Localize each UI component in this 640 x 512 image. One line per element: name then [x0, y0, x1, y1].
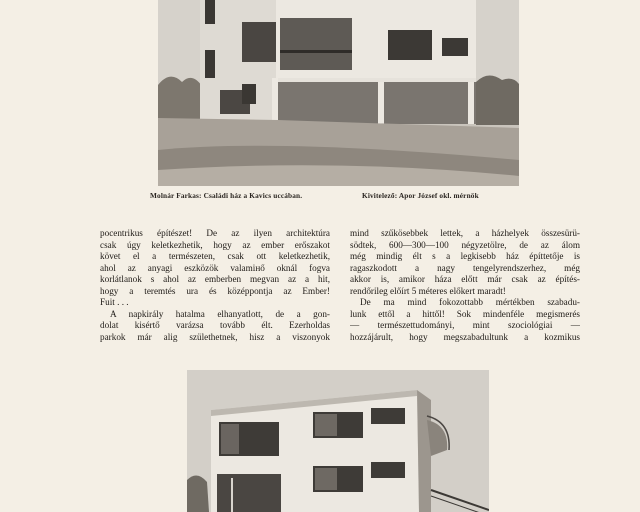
text-line: Fuit . . . — [100, 297, 129, 307]
text-line: akkor is, amikor háza előtt már csak az építés- — [350, 274, 580, 284]
text-column-left — [100, 228, 330, 343]
text-line: dolat kisértő varázsa tovább élt. Ezerholdas — [100, 320, 330, 330]
text-line: ahol az anyagi eszközök valamiнő oknál fogva — [100, 262, 330, 273]
text-line: De ma mind fokozottabb mértékben szabadu- — [360, 297, 580, 307]
text-line: rendőrileg előírt 5 méteres előkert maradt! — [350, 285, 506, 296]
photo-house-second — [187, 370, 489, 512]
text-line: — természettudományi, mint szociológiai — — [350, 320, 580, 330]
text-line: hozzájárult, hogy megszabadultunk a kozmikus — [350, 331, 580, 342]
text-line: követ el a természeten, csak ott keletkezhetik, — [100, 251, 330, 261]
text-column-right — [350, 228, 580, 343]
caption-builder: Kivitelező: Apor József okl. mérnök — [362, 191, 479, 200]
text-line: hogy a teremtés ura és középpontja az Ember! — [100, 285, 330, 296]
text-line: csak úgy keletkezhetik, hogy az ember erőszakot — [100, 239, 330, 250]
text-line: ragaszkodott a nagy tengelyrendszerhez, még — [350, 262, 580, 273]
photo-caption — [150, 191, 530, 200]
caption-architect: Molnár Farkas: Családi ház a Kavics uccában. — [150, 191, 303, 200]
text-line: parkok már alig születhetnek, hisz a viszonyok — [100, 331, 330, 342]
text-line: mind szűkösebbek lettek, a házhelyek összesürü- — [350, 228, 580, 238]
photo-house-kavics — [158, 0, 519, 186]
text-line: A napkirály hatalma elhanyatlott, de a gon- — [110, 308, 330, 319]
text-line: södtek, 600—300—100 négyzetölre, de az álom — [350, 239, 580, 250]
text-line: még mindig élt s a legkisebb ház építtetője is — [350, 251, 580, 261]
text-line: lunk ettől a hittől! Sok mindenféle megismerés — [350, 308, 580, 319]
text-line: pocentrikus építészet! De az ilyen architektúra — [100, 228, 330, 238]
text-line: korlátlanok s ahol az emberben megvan az a hit, — [100, 274, 330, 284]
